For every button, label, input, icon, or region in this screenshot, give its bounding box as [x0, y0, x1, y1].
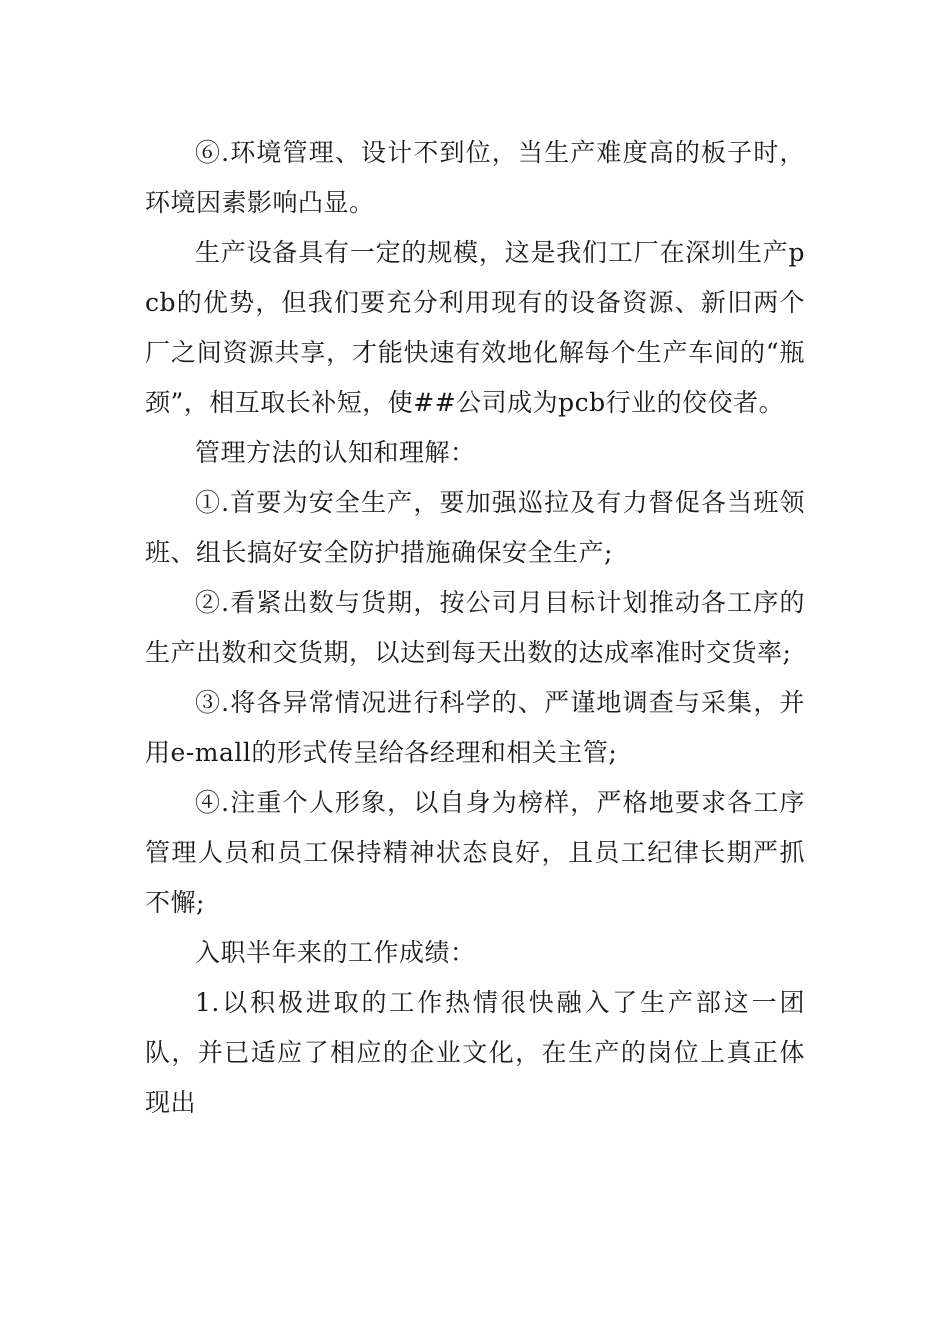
paragraph-management-methods-heading: 管理方法的认知和理解： [195, 438, 476, 467]
paragraph-achievement-1: 1.以积极进取的工作热情很快融入了生产部这一团队，并已适应了相应的企业文化，在生产的岗位上真正体现出 [145, 988, 805, 1117]
paragraph-production-equipment: 生产设备具有一定的规模，这是我们工厂在深圳生产pcb的优势，但我们要充分利用现有的设备资源、新旧两个厂之间资源共享，才能快速有效地化解每个生产车间的“瓶颈”，相互取长补短，使##公司成为pcb行业的佼佼者。 [145, 238, 805, 417]
paragraph-achievements-heading: 入职半年来的工作成绩： [195, 938, 476, 967]
paragraph-item-personal-image: ④.注重个人形象，以自身为榜样，严格地要求各工序管理人员和员工保持精神状态良好，且员工纪律长期严抓不懈; [145, 788, 805, 917]
paragraph-item-exceptions: ③.将各异常情况进行科学的、严谨地调查与采集，并用e-mall的形式传呈给各经理和相关主管; [145, 688, 805, 767]
document-body [145, 128, 805, 1128]
paragraph-environment-management: ⑥.环境管理、设计不到位，当生产难度高的板子时，环境因素影响凸显。 [145, 138, 805, 217]
paragraph-item-safety: ①.首要为安全生产，要加强巡拉及有力督促各当班领班、组长搞好安全防护措施确保安全生产; [145, 488, 805, 567]
paragraph-item-output-delivery: ②.看紧出数与货期，按公司月目标计划推动各工序的生产出数和交货期，以达到每天出数的达成率准时交货率; [145, 588, 805, 667]
